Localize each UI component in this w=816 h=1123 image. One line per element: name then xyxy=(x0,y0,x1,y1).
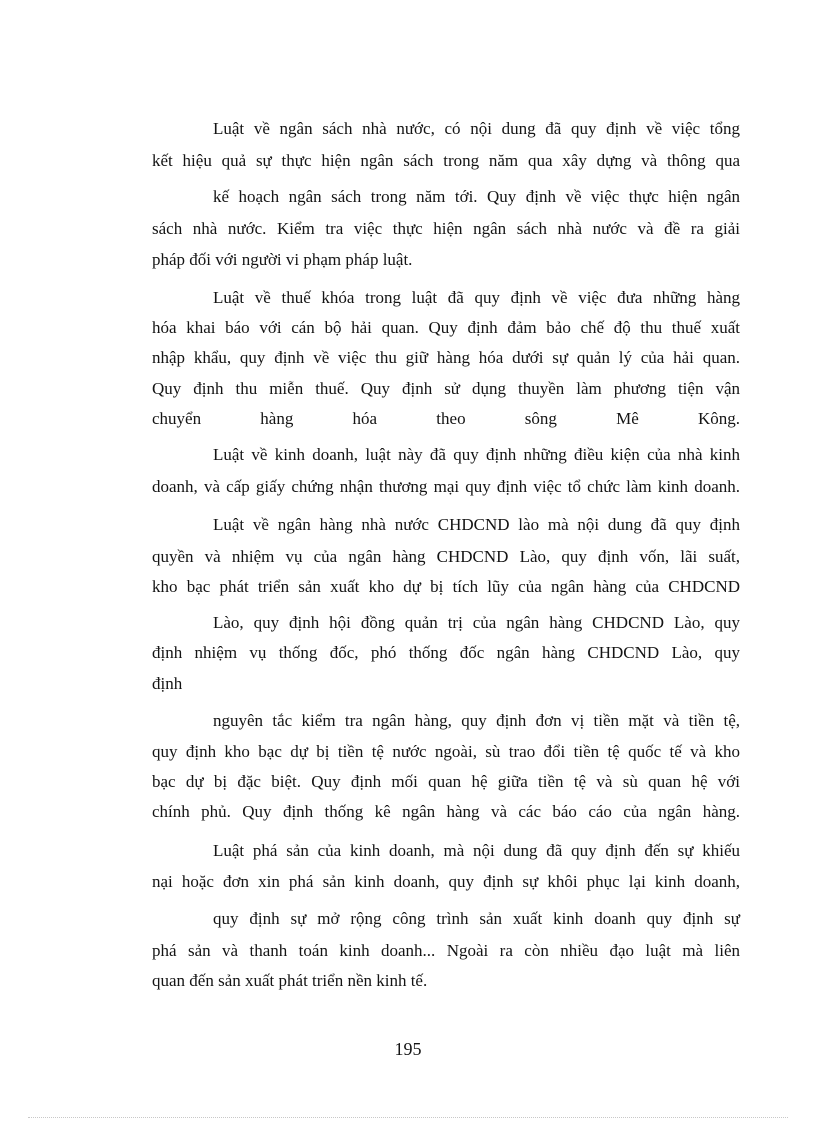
text-line: Luật về kinh doanh, luật này đã quy định những điều kiện của nhà kinh xyxy=(213,445,740,464)
text-line: định xyxy=(152,674,183,693)
text-line: pháp đối với người vi phạm pháp luật. xyxy=(152,250,413,269)
footer-dotted-divider xyxy=(28,1117,788,1118)
text-line: Luật phá sản của kinh doanh, mà nội dung đã quy định đến sự khiếu xyxy=(213,841,740,860)
text-line: hóa khai báo với cán bộ hải quan. Quy định đảm bảo chế độ thu thuế xuất xyxy=(152,318,740,337)
text-line: nguyên tắc kiểm tra ngân hàng, quy định đơn vị tiền mặt và tiền tệ, xyxy=(213,711,740,730)
text-line: doanh, và cấp giấy chứng nhận thương mại quy định việc tổ chức làm kinh doanh. xyxy=(152,477,740,496)
text-line: quy định sự mở rộng công trình sản xuất kinh doanh quy định sự xyxy=(213,909,740,928)
text-line: chính phủ. Quy định thống kê ngân hàng và các báo cáo của ngân hàng. xyxy=(152,802,740,821)
text-line: Luật về ngân hàng nhà nước CHDCND lào mà nội dung đã quy định xyxy=(213,515,740,534)
text-line: sách nhà nước. Kiểm tra việc thực hiện ngân sách nhà nước và đề ra giải xyxy=(152,219,740,238)
text-line: bạc dự bị đặc biệt. Quy định mối quan hệ giữa tiền tệ và sù quan hệ với xyxy=(152,772,740,791)
text-line: kết hiệu quả sự thực hiện ngân sách trong năm qua xây dựng và thông qua xyxy=(152,151,740,170)
text-line: kế hoạch ngân sách trong năm tới. Quy định về việc thực hiện ngân xyxy=(213,187,740,206)
text-line: Quy định thu miễn thuế. Quy định sử dụng thuyền làm phương tiện vận xyxy=(152,379,740,398)
page-number: 195 xyxy=(394,1039,422,1059)
text-line: quy định kho bạc dự bị tiền tệ nước ngoài, sù trao đổi tiền tệ quốc tế và kho xyxy=(152,742,740,761)
text-line: kho bạc phát triển sản xuất kho dự bị tích lũy của ngân hàng của CHDCND xyxy=(152,577,740,596)
text-line: Luật về thuế khóa trong luật đã quy định về việc đưa những hàng xyxy=(213,288,740,307)
text-line: nhập khẩu, quy định về việc thu giữ hàng hóa dưới sự quản lý của hải quan. xyxy=(152,348,740,367)
text-line: chuyển hàng hóa theo sông Mê Kông. xyxy=(152,409,740,428)
text-line: quan đến sản xuất phát triển nền kinh tế. xyxy=(152,971,428,990)
text-line: phá sản và thanh toán kinh doanh... Ngoài ra còn nhiều đạo luật mà liên xyxy=(152,941,740,960)
text-line: nại hoặc đơn xin phá sản kinh doanh, quy định sự khôi phục lại kinh doanh, xyxy=(152,872,740,891)
text-line: quyền và nhiệm vụ của ngân hàng CHDCND Lào, quy định vốn, lãi suất, xyxy=(152,547,740,566)
text-line: Luật về ngân sách nhà nước, có nội dung đã quy định về việc tổng xyxy=(213,119,740,138)
text-line: định nhiệm vụ thống đốc, phó thống đốc ngân hàng CHDCND Lào, quy xyxy=(152,643,740,662)
text-line: Lào, quy định hội đồng quản trị của ngân hàng CHDCND Lào, quy xyxy=(213,613,740,632)
